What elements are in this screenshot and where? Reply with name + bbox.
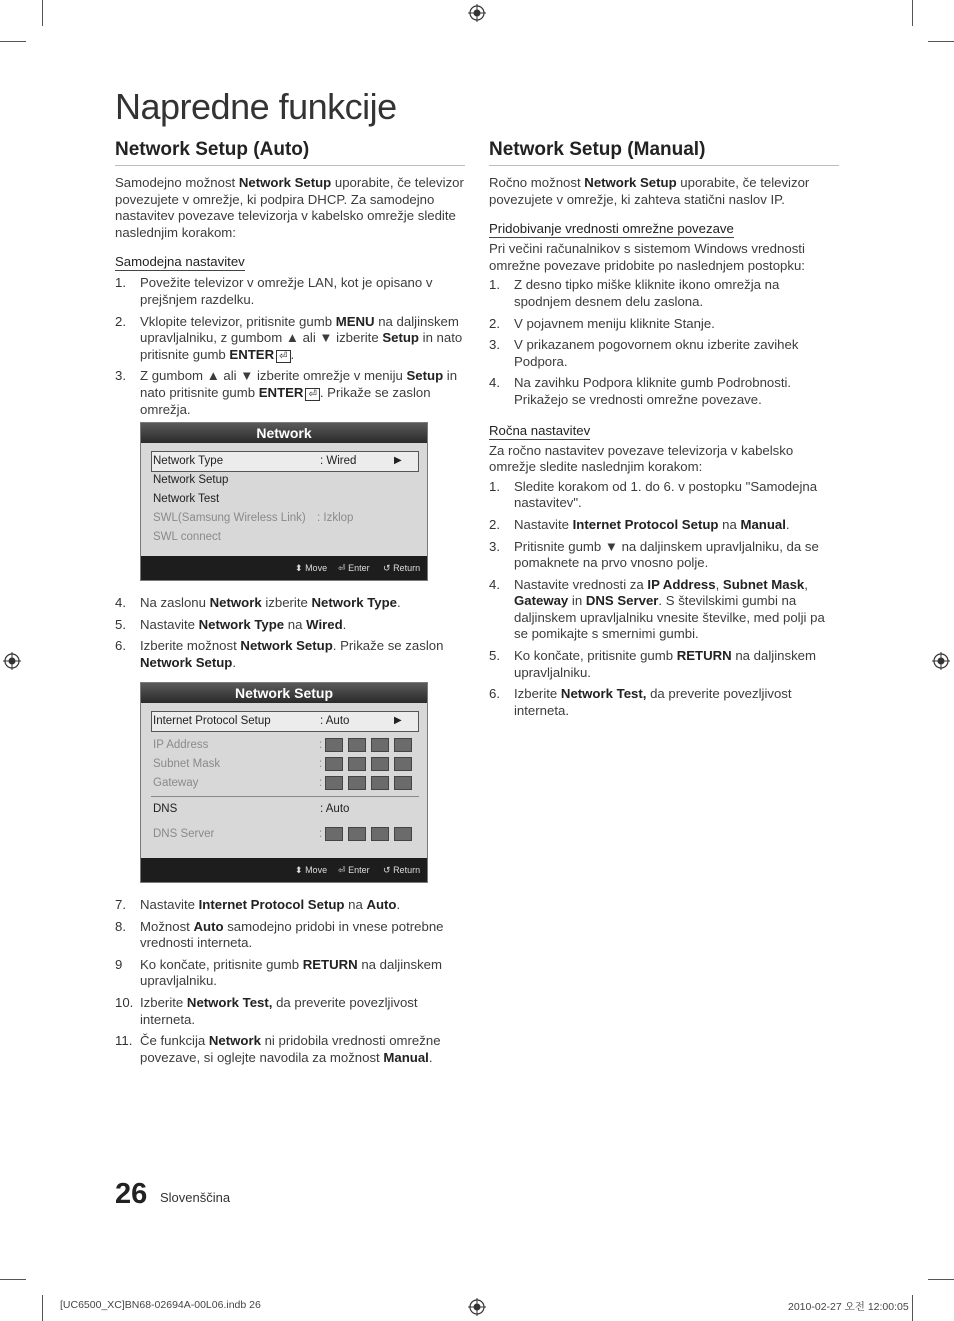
steps-list <box>489 277 839 408</box>
row-value: : Wired <box>320 455 357 467</box>
step-text: Z desno tipko miške kliknite ikono omrežja na spodnjem desnem delu zaslona. <box>514 277 780 309</box>
step-number: 2. <box>115 313 126 329</box>
crop-mark <box>912 1295 913 1321</box>
colon: : <box>319 777 323 789</box>
step-number: 3. <box>489 538 500 554</box>
divider <box>151 796 419 797</box>
page-title: Napredne funkcije <box>115 86 397 127</box>
osd-row-swl-connect: SWL connect <box>153 531 221 543</box>
step-text: Povežite televizor v omrežje LAN, kot je opisano v prejšnjem razdelku. <box>140 275 433 307</box>
step-number: 6. <box>489 686 500 702</box>
sub1-paragraph: Pri večini računalnikov s sistemom Windows vrednosti omrežne povezave pridobite po naslednjem postopku: <box>489 241 805 273</box>
osd-title: Network <box>141 423 427 443</box>
list-item <box>489 577 839 643</box>
nav-label: Return <box>393 865 421 875</box>
list-item <box>489 539 839 572</box>
list-item <box>489 277 839 310</box>
left-column <box>115 139 465 418</box>
list-item <box>489 375 839 408</box>
osd-row-dns-server <box>153 825 423 843</box>
osd-footer <box>141 556 427 580</box>
row-label: DNS <box>153 803 178 815</box>
step-number: 4. <box>489 375 500 391</box>
registration-mark-icon <box>468 1298 486 1316</box>
row-value: : Auto <box>320 715 350 727</box>
row-label: IP Address <box>153 739 209 751</box>
return-icon: ↺ <box>383 865 391 875</box>
steps-list <box>115 897 465 1066</box>
print-slug-left: [UC6500_XC]BN68-02694A-00L06.indb 26 <box>60 1299 261 1311</box>
row-label: Subnet Mask <box>153 758 221 770</box>
osd-row-network-test[interactable]: Network Test <box>153 493 220 505</box>
step-text: Nastavite Network Type na Wired. <box>140 616 347 632</box>
nav-label: Enter <box>348 563 370 573</box>
registration-mark-icon <box>932 652 950 670</box>
step-number: 1. <box>489 277 500 293</box>
network-menu-screen <box>140 422 428 581</box>
step-text: Z gumbom ▲ ali ▼ izberite omrežje v meniju Setup in nato pritisnite gumb ENTER ⏎ . Prikaže se zaslon omrežja. <box>140 368 458 417</box>
row-label: DNS Server <box>153 828 215 840</box>
left-column-bottom <box>115 897 465 1066</box>
list-item <box>489 648 839 681</box>
gateway-fields <box>319 774 417 792</box>
arrow-right-icon: ▶ <box>394 455 402 466</box>
enter-icon: ⏎ <box>276 350 290 363</box>
list-item <box>115 368 465 418</box>
step-number: 4. <box>489 576 500 592</box>
list-item <box>489 517 839 534</box>
step-text: Na zavihku Podpora kliknite gumb Podrobnosti. Prikažejo se vrednosti omrežne povezave. <box>514 375 792 407</box>
list-item <box>115 957 465 990</box>
nav-move <box>295 563 327 574</box>
step-number: 6. <box>115 638 126 654</box>
nav-enter <box>338 865 370 876</box>
nav-label: Return <box>393 563 421 573</box>
row-label: Network Type <box>153 455 224 467</box>
step-number: 3. <box>489 337 500 353</box>
move-icon: ⬍ <box>295 563 303 573</box>
step-text: Nastavite Internet Protocol Setup na Manual. <box>514 516 790 532</box>
nav-label: Move <box>305 865 328 875</box>
subheading-manual-setup: Ročna nastavitev <box>489 422 591 438</box>
list-item <box>489 316 839 333</box>
step-text: V pojavnem meniju kliknite Stanje. <box>514 315 715 331</box>
subheading-obtain-values: Pridobivanje vrednosti omrežne povezave <box>489 221 734 237</box>
list-item <box>489 479 839 512</box>
dns-server-fields <box>319 825 417 843</box>
step-number: 1. <box>115 275 126 291</box>
list-item <box>115 995 465 1028</box>
page-language: Slovenščina <box>160 1190 231 1205</box>
crop-mark <box>928 41 954 42</box>
step-text: Na zaslonu Network izberite Network Type. <box>140 595 401 610</box>
list-item <box>115 275 465 308</box>
steps-list <box>115 275 465 418</box>
enter-icon: ⏎ <box>338 563 346 573</box>
intro-paragraph: Ročno možnost Network Setup uporabite, če televizor povezujete v omrežje, ki zahteva statični naslov IP. <box>489 175 810 207</box>
step-text: Izberite Network Test, da preverite povezljivost interneta. <box>514 686 792 718</box>
step-number: 7. <box>115 897 126 912</box>
steps-list <box>115 595 465 671</box>
step-number: 3. <box>115 368 126 384</box>
list-item <box>115 897 465 914</box>
crop-mark <box>928 1279 954 1280</box>
row-value: : Auto <box>320 803 350 815</box>
print-slug-right: 2010-02-27 오전 12:00:05 <box>788 1301 909 1313</box>
list-item <box>115 314 465 364</box>
network-setup-screen <box>140 682 428 883</box>
step-text: Možnost Auto samodejno pridobi in vnese potrebne vrednosti interneta. <box>140 918 444 951</box>
move-icon: ⬍ <box>295 865 303 875</box>
nav-return <box>383 865 420 876</box>
nav-label: Enter <box>348 865 370 875</box>
steps-list <box>489 479 839 720</box>
step-text: Sledite korakom od 1. do 6. v postopku "Samodejna nastavitev". <box>514 478 818 511</box>
section-heading-auto: Network Setup (Auto) <box>115 139 465 166</box>
registration-mark-icon <box>468 4 486 22</box>
row-label: Gateway <box>153 777 199 789</box>
colon: : <box>319 828 323 840</box>
step-number: 1. <box>489 478 500 494</box>
nav-enter <box>338 563 370 574</box>
step-text: Pritisnite gumb ▼ na daljinskem upravljalniku, da se pomaknete na prvo vnosno polje. <box>514 538 819 571</box>
osd-row-subnet-mask <box>153 755 423 773</box>
colon: : <box>319 758 323 770</box>
list-item <box>489 686 839 719</box>
subnet-fields <box>319 755 417 773</box>
step-text: Izberite Network Test, da preverite povezljivost interneta. <box>140 994 418 1027</box>
sub2-paragraph: Za ročno nastavitev povezave televizorja v kabelsko omrežje sledite naslednjim korakom: <box>489 442 794 475</box>
osd-footer <box>141 858 427 882</box>
page-number: 26 <box>115 1178 148 1210</box>
subheading-auto-setup: Samodejna nastavitev <box>115 254 245 270</box>
intro-paragraph: Samodejno možnost Network Setup uporabite, če televizor povezujete v omrežje, ki podpira DHCP. Za samodejno nastavitev povezave televizorja v kabelsko omrežje sledite naslednjim korakom: <box>115 175 464 240</box>
osd-row-network-setup[interactable]: Network Setup <box>153 474 229 486</box>
crop-mark <box>912 0 913 26</box>
list-item <box>115 1033 465 1066</box>
colon: : <box>319 739 323 751</box>
crop-mark <box>0 1279 26 1280</box>
osd-title: Network Setup <box>141 683 427 703</box>
nav-move <box>295 865 327 876</box>
enter-icon: ⏎ <box>305 388 319 401</box>
enter-icon: ⏎ <box>338 865 346 875</box>
step-text: Vklopite televizor, pritisnite gumb MENU na daljinskem upravljalniku, z gumbom ▲ ali ▼ izberite Setup in nato pritisnite gumb ENTER ⏎ . <box>140 313 463 362</box>
return-icon: ↺ <box>383 563 391 573</box>
step-text: Ko končate, pritisnite gumb RETURN na daljinskem upravljalniku. <box>140 956 442 989</box>
row-label: SWL(Samsung Wireless Link) <box>153 512 306 524</box>
step-number: 11. <box>115 1033 133 1049</box>
osd-row-swl <box>153 509 413 527</box>
step-number: 9 <box>115 956 123 972</box>
row-label: Internet Protocol Setup <box>153 715 271 727</box>
list-item <box>489 337 839 370</box>
step-number: 5. <box>489 648 500 664</box>
list-item <box>115 638 465 671</box>
crop-mark <box>0 41 26 42</box>
step-text: Nastavite Internet Protocol Setup na Auto. <box>140 897 401 912</box>
arrow-right-icon: ▶ <box>394 715 402 726</box>
crop-mark <box>42 1295 43 1321</box>
osd-row-gateway <box>153 774 423 792</box>
step-text: Ko končate, pritisnite gumb RETURN na daljinskem upravljalniku. <box>514 648 816 680</box>
step-number: 8. <box>115 918 126 934</box>
step-number: 10. <box>115 994 134 1010</box>
step-text: V prikazanem pogovornem oknu izberite zavihek Podpora. <box>514 337 799 369</box>
row-value: : Izklop <box>317 512 354 524</box>
section-heading-manual: Network Setup (Manual) <box>489 139 839 166</box>
nav-label: Move <box>305 563 328 573</box>
nav-return <box>383 563 420 574</box>
step-number: 2. <box>489 315 500 331</box>
list-item <box>115 919 465 952</box>
crop-mark <box>42 0 43 26</box>
step-number: 5. <box>115 616 126 632</box>
step-number: 4. <box>115 595 126 610</box>
osd-row-ip-setup[interactable] <box>153 712 413 730</box>
osd-row-dns[interactable] <box>153 800 413 818</box>
osd-row-network-type[interactable] <box>153 452 413 470</box>
step-text: Nastavite vrednosti za IP Address, Subnet Mask, Gateway in DNS Server. S številskimi gumbi na daljinskem upravljalniku vnesite številke, med polji pa se pomikajte s smernimi gumbi. <box>514 576 825 642</box>
ip-fields <box>319 736 417 754</box>
right-column <box>489 139 839 719</box>
list-item <box>115 595 465 612</box>
step-text: Izberite možnost Network Setup. Prikaže se zaslon Network Setup. <box>140 638 444 670</box>
left-column-mid <box>115 595 465 671</box>
osd-row-ip-address <box>153 736 423 754</box>
list-item <box>115 617 465 634</box>
step-number: 2. <box>489 516 500 532</box>
step-text: Če funkcija Network ni pridobila vrednosti omrežne povezave, si oglejte navodila za možnost Manual. <box>140 1033 441 1065</box>
registration-mark-icon <box>3 652 21 670</box>
